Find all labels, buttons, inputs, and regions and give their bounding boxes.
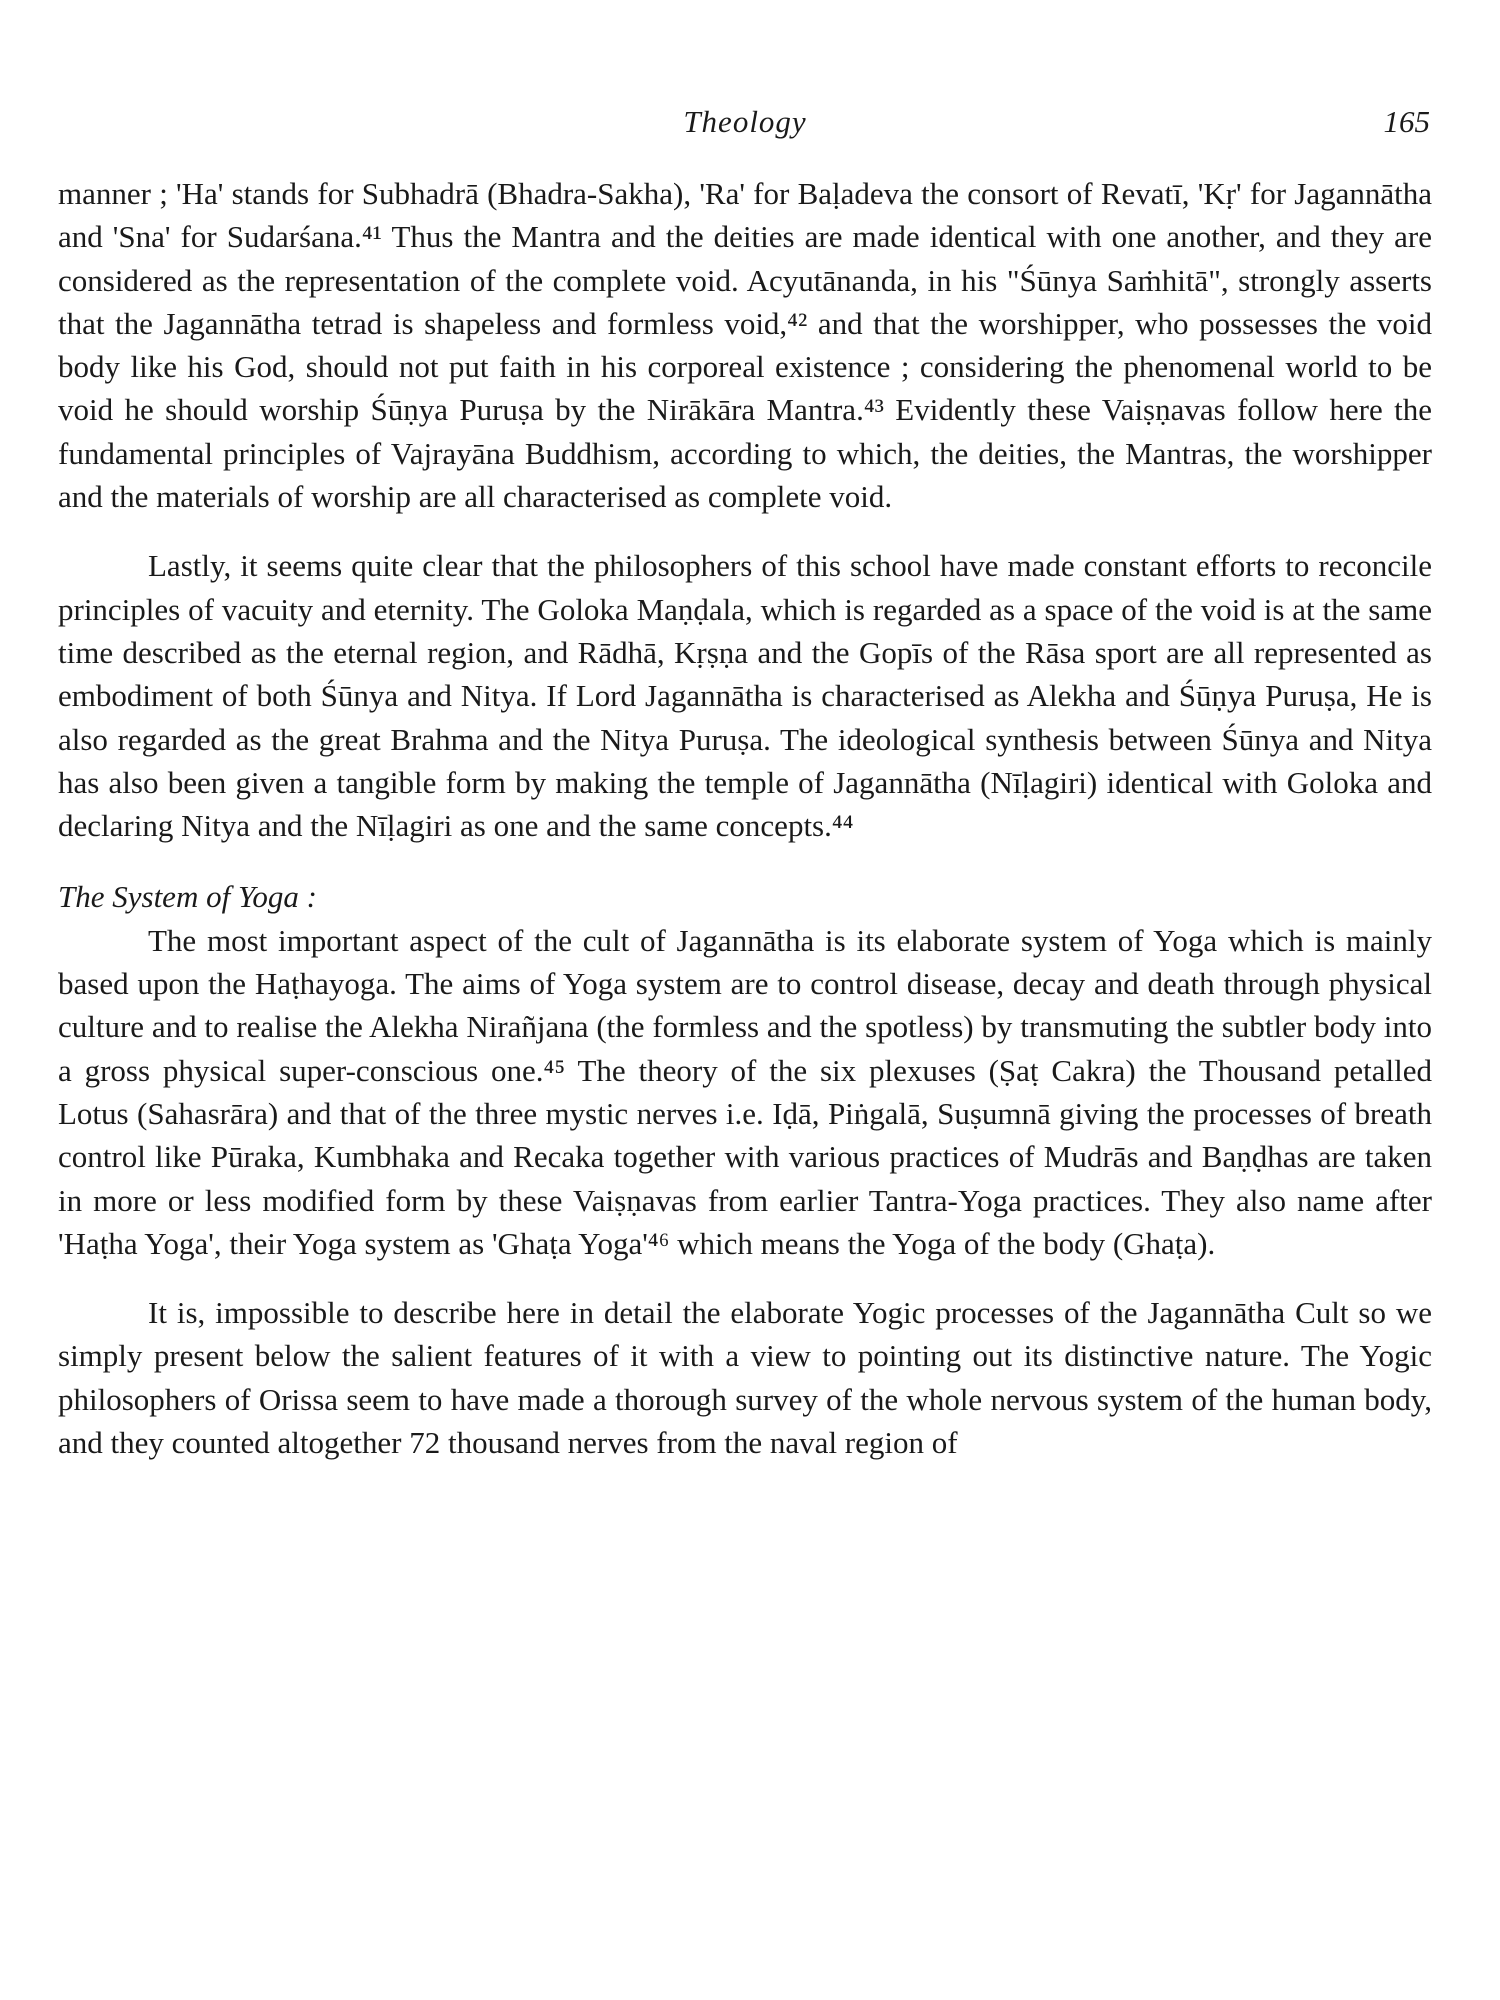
paragraph: It is, impossible to describe here in detail the elaborate Yogic processes of the Jagannātha Cult so we simply present below the salient features of it with a view to pointing out its distinctive nature. The Yogic philosophers of Orissa seem to have made a thorough survey of the whole nervous system of the human body, and they counted altogether 72 thousand nerves from the naval region of [58, 1295, 1432, 1461]
section-heading: The System of Yoga : [58, 879, 317, 915]
running-title: Theology [683, 104, 807, 139]
paragraph: Lastly, it seems quite clear that the philosophers of this school have made constant efforts to reconcile principles of vacuity and eternity. The Goloka Maṇḍala, which is regarded as a space of the void is at the same time described as the eternal region, and Rādhā, Kṛṣṇa and the Gopīs of the Rāsa sport are all represented as embodiment of both Śūnya and Nitya. If Lord Jagannātha is characterised as Alekha and Śūṇya Puruṣa, He is also regarded as the great Brahma and the Nitya Puruṣa. The ideological synthesis between Śūnya and Nitya has also been given a tangible form by making the temple of Jagannātha (Nīḷagiri) identical with Goloka and declaring Nitya and the Nīḷagiri as one and the same concepts.⁴⁴ [58, 548, 1432, 844]
page-number: 165 [1383, 104, 1430, 139]
body-text [58, 172, 1432, 1464]
paragraph: manner ; 'Ha' stands for Subhadrā (Bhadra-Sakha), 'Ra' for Baḷadeva the consort of Revatī, 'Kṛ' for Jagannātha and 'Sna' for Sudarśana.⁴¹ Thus the Mantra and the deities are made identical with one another, and they are considered as the representation of the complete void. Acyutānanda, in his "Śūnya Saṁhitā", strongly asserts that the Jagannātha tetrad is shapeless and formless void,⁴² and that the worshipper, who possesses the void body like his God, should not put faith in his corporeal existence ; considering the phenomenal world to be void he should worship Śūṇya Puruṣa by the Nirākāra Mantra.⁴³ Evidently these Vaiṣṇavas follow here the fundamental principles of Vajrayāna Buddhism, according to which, the deities, the Mantras, the worshipper and the materials of worship are all characterised as complete void. [58, 176, 1432, 515]
page-header [60, 104, 1430, 144]
paragraph: The most important aspect of the cult of Jagannātha is its elaborate system of Yoga which is mainly based upon the Haṭhayoga. The aims of Yoga system are to control disease, decay and death through physical culture and to realise the Alekha Nirañjana (the formless and the spotless) by transmuting the subtler body into a gross physical super-conscious one.⁴⁵ The theory of the six plexuses (Ṣaṭ Cakra) the Thousand petalled Lotus (Sahasrāra) and that of the three mystic nerves i.e. Iḍā, Piṅgalā, Suṣumnā giving the processes of breath control like Pūraka, Kumbhaka and Recaka together with various practices of Mudrās and Baṇḍhas are taken in more or less modified form by these Vaiṣṇavas from earlier Tantra-Yoga practices. They also name after 'Haṭha Yoga', their Yoga system as 'Ghaṭa Yoga'⁴⁶ which means the Yoga of the body (Ghaṭa). [58, 922, 1432, 1261]
